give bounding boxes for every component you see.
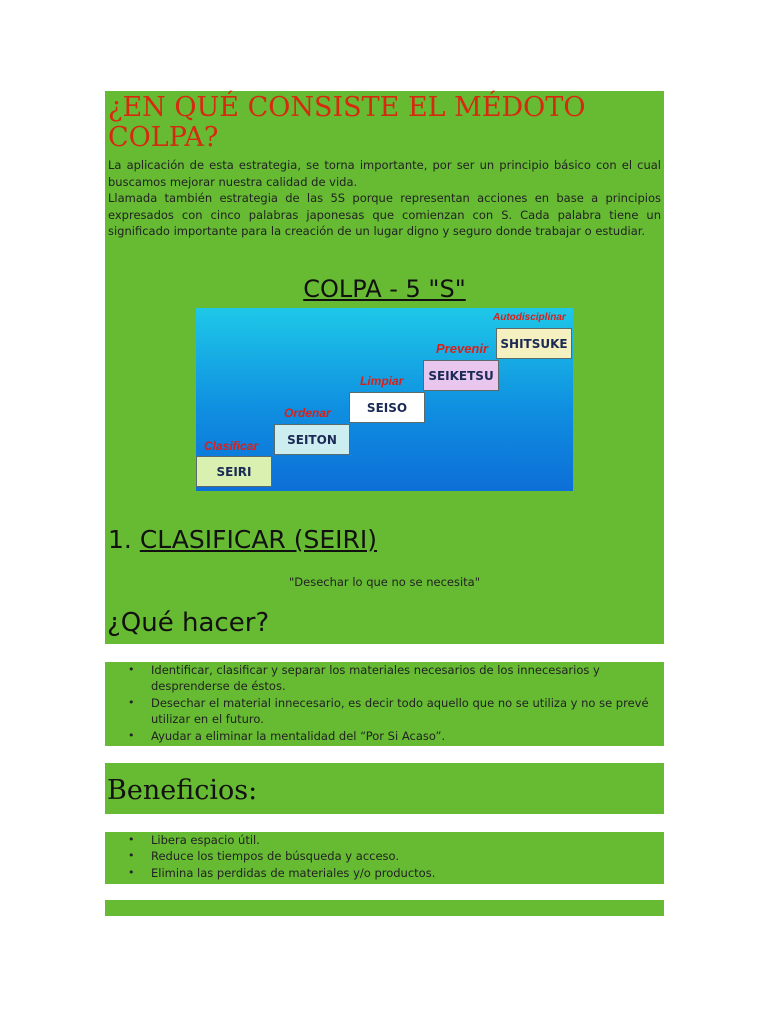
step-shitsuke: SHITSUKE: [496, 328, 572, 359]
step-seiton: SEITON: [274, 424, 350, 455]
section-quote: "Desechar lo que no se necesita": [288, 575, 481, 589]
label-autodisciplinar: Autodisciplinar: [493, 312, 566, 323]
list-item: • Reduce los tiempos de búsqueda y acceso.: [105, 848, 664, 864]
what-to-do-heading: ¿Qué hacer?: [107, 608, 270, 638]
list-item: • Ayudar a eliminar la mentalidad del “Por Si Acaso”.: [105, 728, 664, 744]
benefits-heading: Beneficios:: [107, 775, 258, 806]
section-heading-clasificar: 1. CLASIFICAR (SEIRI): [108, 525, 378, 554]
step-seiketsu: SEIKETSU: [423, 360, 499, 391]
list-item: • Elimina las perdidas de materiales y/o productos.: [105, 865, 664, 881]
list-item: • Identificar, clasificar y separar los materiales necesarios de los innecesarios y desprenderse de éstos.: [105, 662, 664, 695]
diagram-title: COLPA - 5 "S": [303, 275, 466, 303]
footer-bar: [105, 900, 664, 916]
page-title: ¿EN QUÉ CONSISTE EL MÉDOTO COLPA?: [108, 92, 586, 153]
benefits-list-block: [105, 832, 664, 884]
colpa-5s-diagram: [196, 308, 573, 491]
benefits-heading-block: [105, 763, 664, 814]
label-prevenir: Prevenir: [436, 341, 489, 356]
label-limpiar: Limpiar: [360, 374, 404, 388]
label-ordenar: Ordenar: [284, 406, 331, 420]
what-to-do-list-block: [105, 662, 664, 746]
main-section: [105, 91, 664, 644]
intro-text: [108, 157, 661, 240]
list-item: • Libera espacio útil.: [105, 832, 664, 848]
list-item: • Desechar el material innecesario, es decir todo aquello que no se utiliza y no se prevé utilizar en el futuro.: [105, 695, 664, 728]
intro-paragraph: Llamada también estrategia de las 5S porque representan acciones en base a principios expresados con cinco palabras japonesas que comienzan con S. Cada palabra tiene un significado importante para la creación de un lugar digno y seguro donde trabajar o estudiar.: [108, 191, 661, 238]
step-seiso: SEISO: [349, 392, 425, 423]
label-clasificar: Clasificar: [204, 439, 259, 453]
benefits-list: [105, 832, 664, 881]
step-seiri: SEIRI: [196, 456, 272, 487]
intro-paragraph: La aplicación de esta estrategia, se torna importante, por ser un principio básico con el cual buscamos mejorar nuestra calidad de vida.: [108, 158, 661, 189]
what-to-do-list: [105, 662, 664, 744]
